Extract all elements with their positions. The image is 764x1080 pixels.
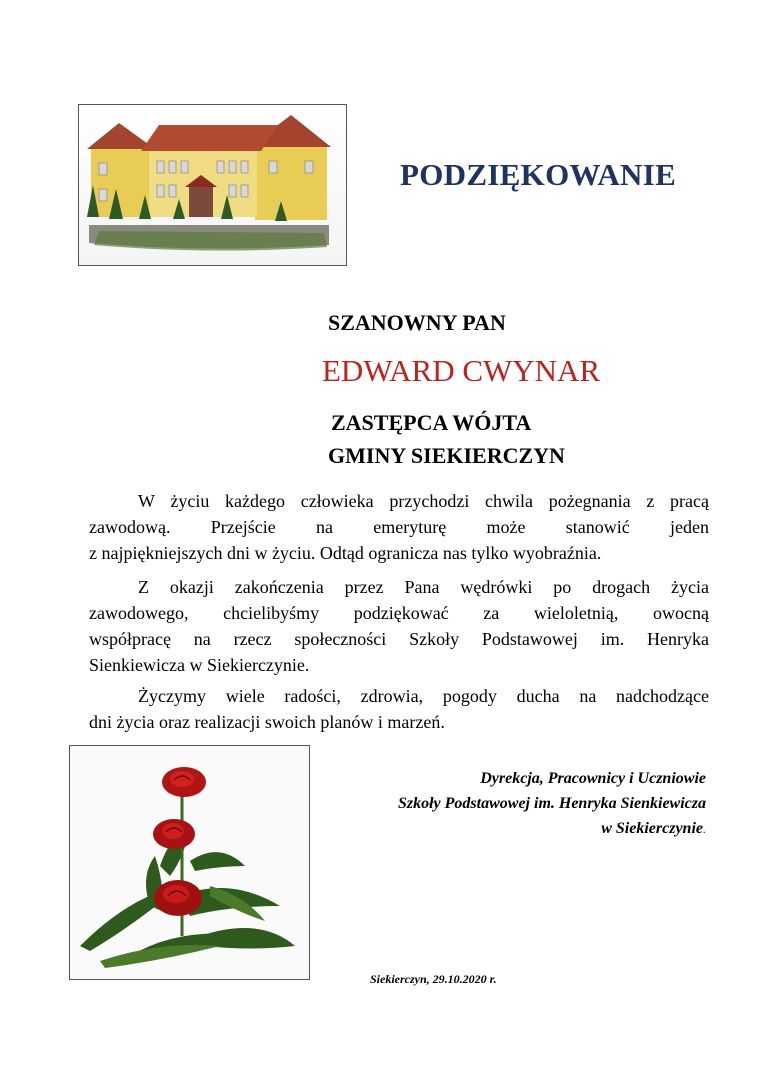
salutation: SZANOWNY PAN: [328, 310, 506, 335]
position-line-1: ZASTĘPCA WÓJTA: [331, 410, 532, 435]
position-line-2: GMINY SIEKIERCZYN: [328, 443, 565, 468]
paragraph-line: z najpiękniejszych dni w życiu. Odtąd ogranicza nas tylko wyobraźnia.: [89, 543, 602, 563]
roses-photo-frame: [69, 745, 310, 980]
paragraph-1: [89, 488, 709, 566]
recipient-name: EDWARD CWYNAR: [322, 353, 601, 388]
paragraph-line: Życzymy wiele radości, zdrowia, pogody ducha na nadchodzące: [138, 686, 709, 706]
paragraph-2: [89, 574, 709, 678]
page-title: PODZIĘKOWANIE: [400, 157, 677, 192]
paragraph-line: W życiu każdego człowieka przychodzi chwila pożegnania z pracą: [138, 491, 709, 511]
signature-line-3-suffix: .: [703, 822, 706, 836]
signature-line-1: Dyrekcja, Pracownicy i Uczniowie: [480, 770, 706, 787]
paragraph-line: zawodową. Przejście na emeryturę może stanowić jeden: [89, 517, 709, 537]
signature-line-3: [601, 820, 706, 838]
paragraph-3: [89, 683, 709, 735]
paragraph-line: zawodowego, chcielibyśmy podziękować za wieloletnią, owocną: [89, 603, 709, 623]
school-building-photo: [79, 105, 346, 265]
paragraph-line: Z okazji zakończenia przez Pana wędrówki po drogach życia: [138, 577, 709, 597]
red-roses-bouquet-photo: [70, 746, 309, 979]
paragraph-line: dni życia oraz realizacji swoich planów i marzeń.: [89, 712, 445, 732]
signature-line-3-text: w Siekierczynie: [601, 820, 703, 837]
signature-line-2: Szkoły Podstawowej im. Henryka Sienkiewicza: [397, 795, 706, 812]
paragraph-line: współpracę na rzecz społeczności Szkoły Podstawowej im. Henryka: [89, 629, 709, 649]
paragraph-line: Sienkiewicza w Siekierczynie.: [89, 655, 310, 675]
date-line: Siekierczyn, 29.10.2020 r.: [370, 972, 497, 986]
school-photo-frame: [78, 104, 347, 266]
